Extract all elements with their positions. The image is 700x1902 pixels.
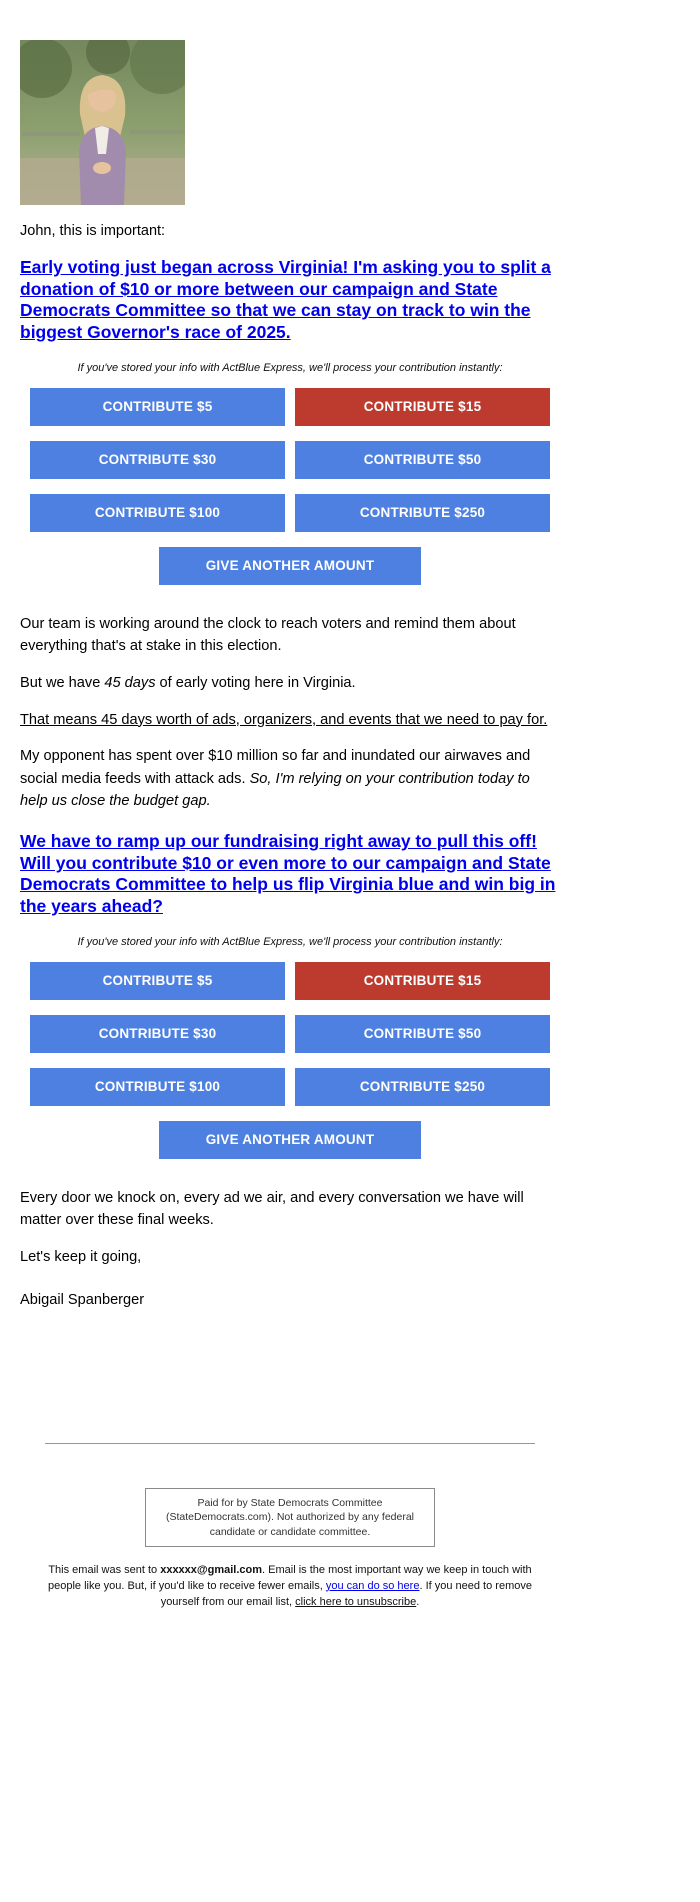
contribute-5-button[interactable]: CONTRIBUTE $5 xyxy=(30,962,285,1000)
candidate-photo xyxy=(20,40,185,205)
actblue-express-note: If you've stored your info with ActBlue Express, we'll process your contribution instantly: xyxy=(77,935,503,948)
paragraph-opponent xyxy=(20,745,560,813)
paragraph-opponent-emphasis: So, I'm relying on your contribution today to help us close the budget gap. xyxy=(20,770,530,810)
headline-link-2[interactable]: We have to ramp up our fundraising right away to pull this off! Will you contribute $10 or even more to our campaign and State Democrats Committee to help us flip Virginia blue and win big in the years ahead? xyxy=(20,831,556,917)
contribute-grid xyxy=(30,962,550,1106)
paragraph-45-days-emphasis: 45 days xyxy=(104,674,156,691)
footer-period: . xyxy=(416,1595,420,1608)
contribute-grid xyxy=(30,388,550,532)
recipient-email: xxxxxx@gmail.com xyxy=(160,1563,263,1576)
give-another-amount-button[interactable]: GIVE ANOTHER AMOUNT xyxy=(159,547,421,585)
unsubscribe-link[interactable]: click here to unsubscribe xyxy=(295,1595,417,1608)
paragraph-every-door: Every door we knock on, every ad we air, and every conversation we have will matter over these final weeks. xyxy=(20,1189,524,1229)
contribute-250-button[interactable]: CONTRIBUTE $250 xyxy=(295,1068,550,1106)
contribute-5-button[interactable]: CONTRIBUTE $5 xyxy=(30,388,285,426)
paragraph-team: Our team is working around the clock to reach voters and remind them about everything that's at stake in this election. xyxy=(20,615,516,655)
contribute-50-button[interactable]: CONTRIBUTE $50 xyxy=(295,441,550,479)
contribute-15-button[interactable]: CONTRIBUTE $15 xyxy=(295,388,550,426)
paragraph-keep-it-going: Let's keep it going, xyxy=(20,1248,142,1265)
paragraph-opponent-start: My opponent has spent over $10 million so far and inundated our airwaves and social media feeds with attack ads. xyxy=(20,748,531,787)
contribute-250-button[interactable]: CONTRIBUTE $250 xyxy=(295,494,550,532)
paragraph-pay-for: That means 45 days worth of ads, organizers, and events that we need to pay for. xyxy=(20,711,548,728)
donation-block-1 xyxy=(20,362,560,585)
footer-keep-in-touch: . Email is the most important way we keep in touch with people like you. But, if you'd like to receive fewer emails, xyxy=(48,1563,532,1592)
contribute-30-button[interactable]: CONTRIBUTE $30 xyxy=(30,1015,285,1053)
footer-fine-print xyxy=(32,1563,548,1611)
headline-link-1[interactable]: Early voting just began across Virginia! I'm asking you to split a donation of $10 or more between our campaign and State Democrats Committee so that we can stay on track to win the biggest Governor's race of 2025. xyxy=(20,257,551,343)
contribute-30-button[interactable]: CONTRIBUTE $30 xyxy=(30,441,285,479)
donation-block-2 xyxy=(20,936,560,1159)
footer-divider xyxy=(45,1443,535,1444)
paragraph-45-days-end: of early voting here in Virginia. xyxy=(155,674,356,691)
footer-remove: . If you need to remove yourself from our email list, xyxy=(160,1579,532,1608)
greeting-text: John, this is important: xyxy=(20,223,166,239)
candidate-photo-illustration xyxy=(20,40,185,205)
contribute-15-button[interactable]: CONTRIBUTE $15 xyxy=(295,962,550,1000)
actblue-express-note: If you've stored your info with ActBlue Express, we'll process your contribution instantly: xyxy=(77,361,503,374)
contribute-100-button[interactable]: CONTRIBUTE $100 xyxy=(30,1068,285,1106)
give-another-amount-row xyxy=(20,547,560,585)
paid-for-disclaimer: Paid for by State Democrats Committee (StateDemocrats.com). Not authorized by any federal candidate or candidate committee. xyxy=(145,1488,435,1547)
paragraph-45-days-start: But we have xyxy=(20,674,105,691)
footer-sent-to: This email was sent to xyxy=(48,1563,161,1576)
give-another-amount-button[interactable]: GIVE ANOTHER AMOUNT xyxy=(159,1121,421,1159)
signature: Abigail Spanberger xyxy=(20,1291,145,1308)
give-another-amount-row xyxy=(20,1121,560,1159)
fewer-emails-link[interactable]: you can do so here xyxy=(325,1579,420,1592)
paragraph-45-days xyxy=(20,672,560,695)
contribute-100-button[interactable]: CONTRIBUTE $100 xyxy=(30,494,285,532)
contribute-50-button[interactable]: CONTRIBUTE $50 xyxy=(295,1015,550,1053)
